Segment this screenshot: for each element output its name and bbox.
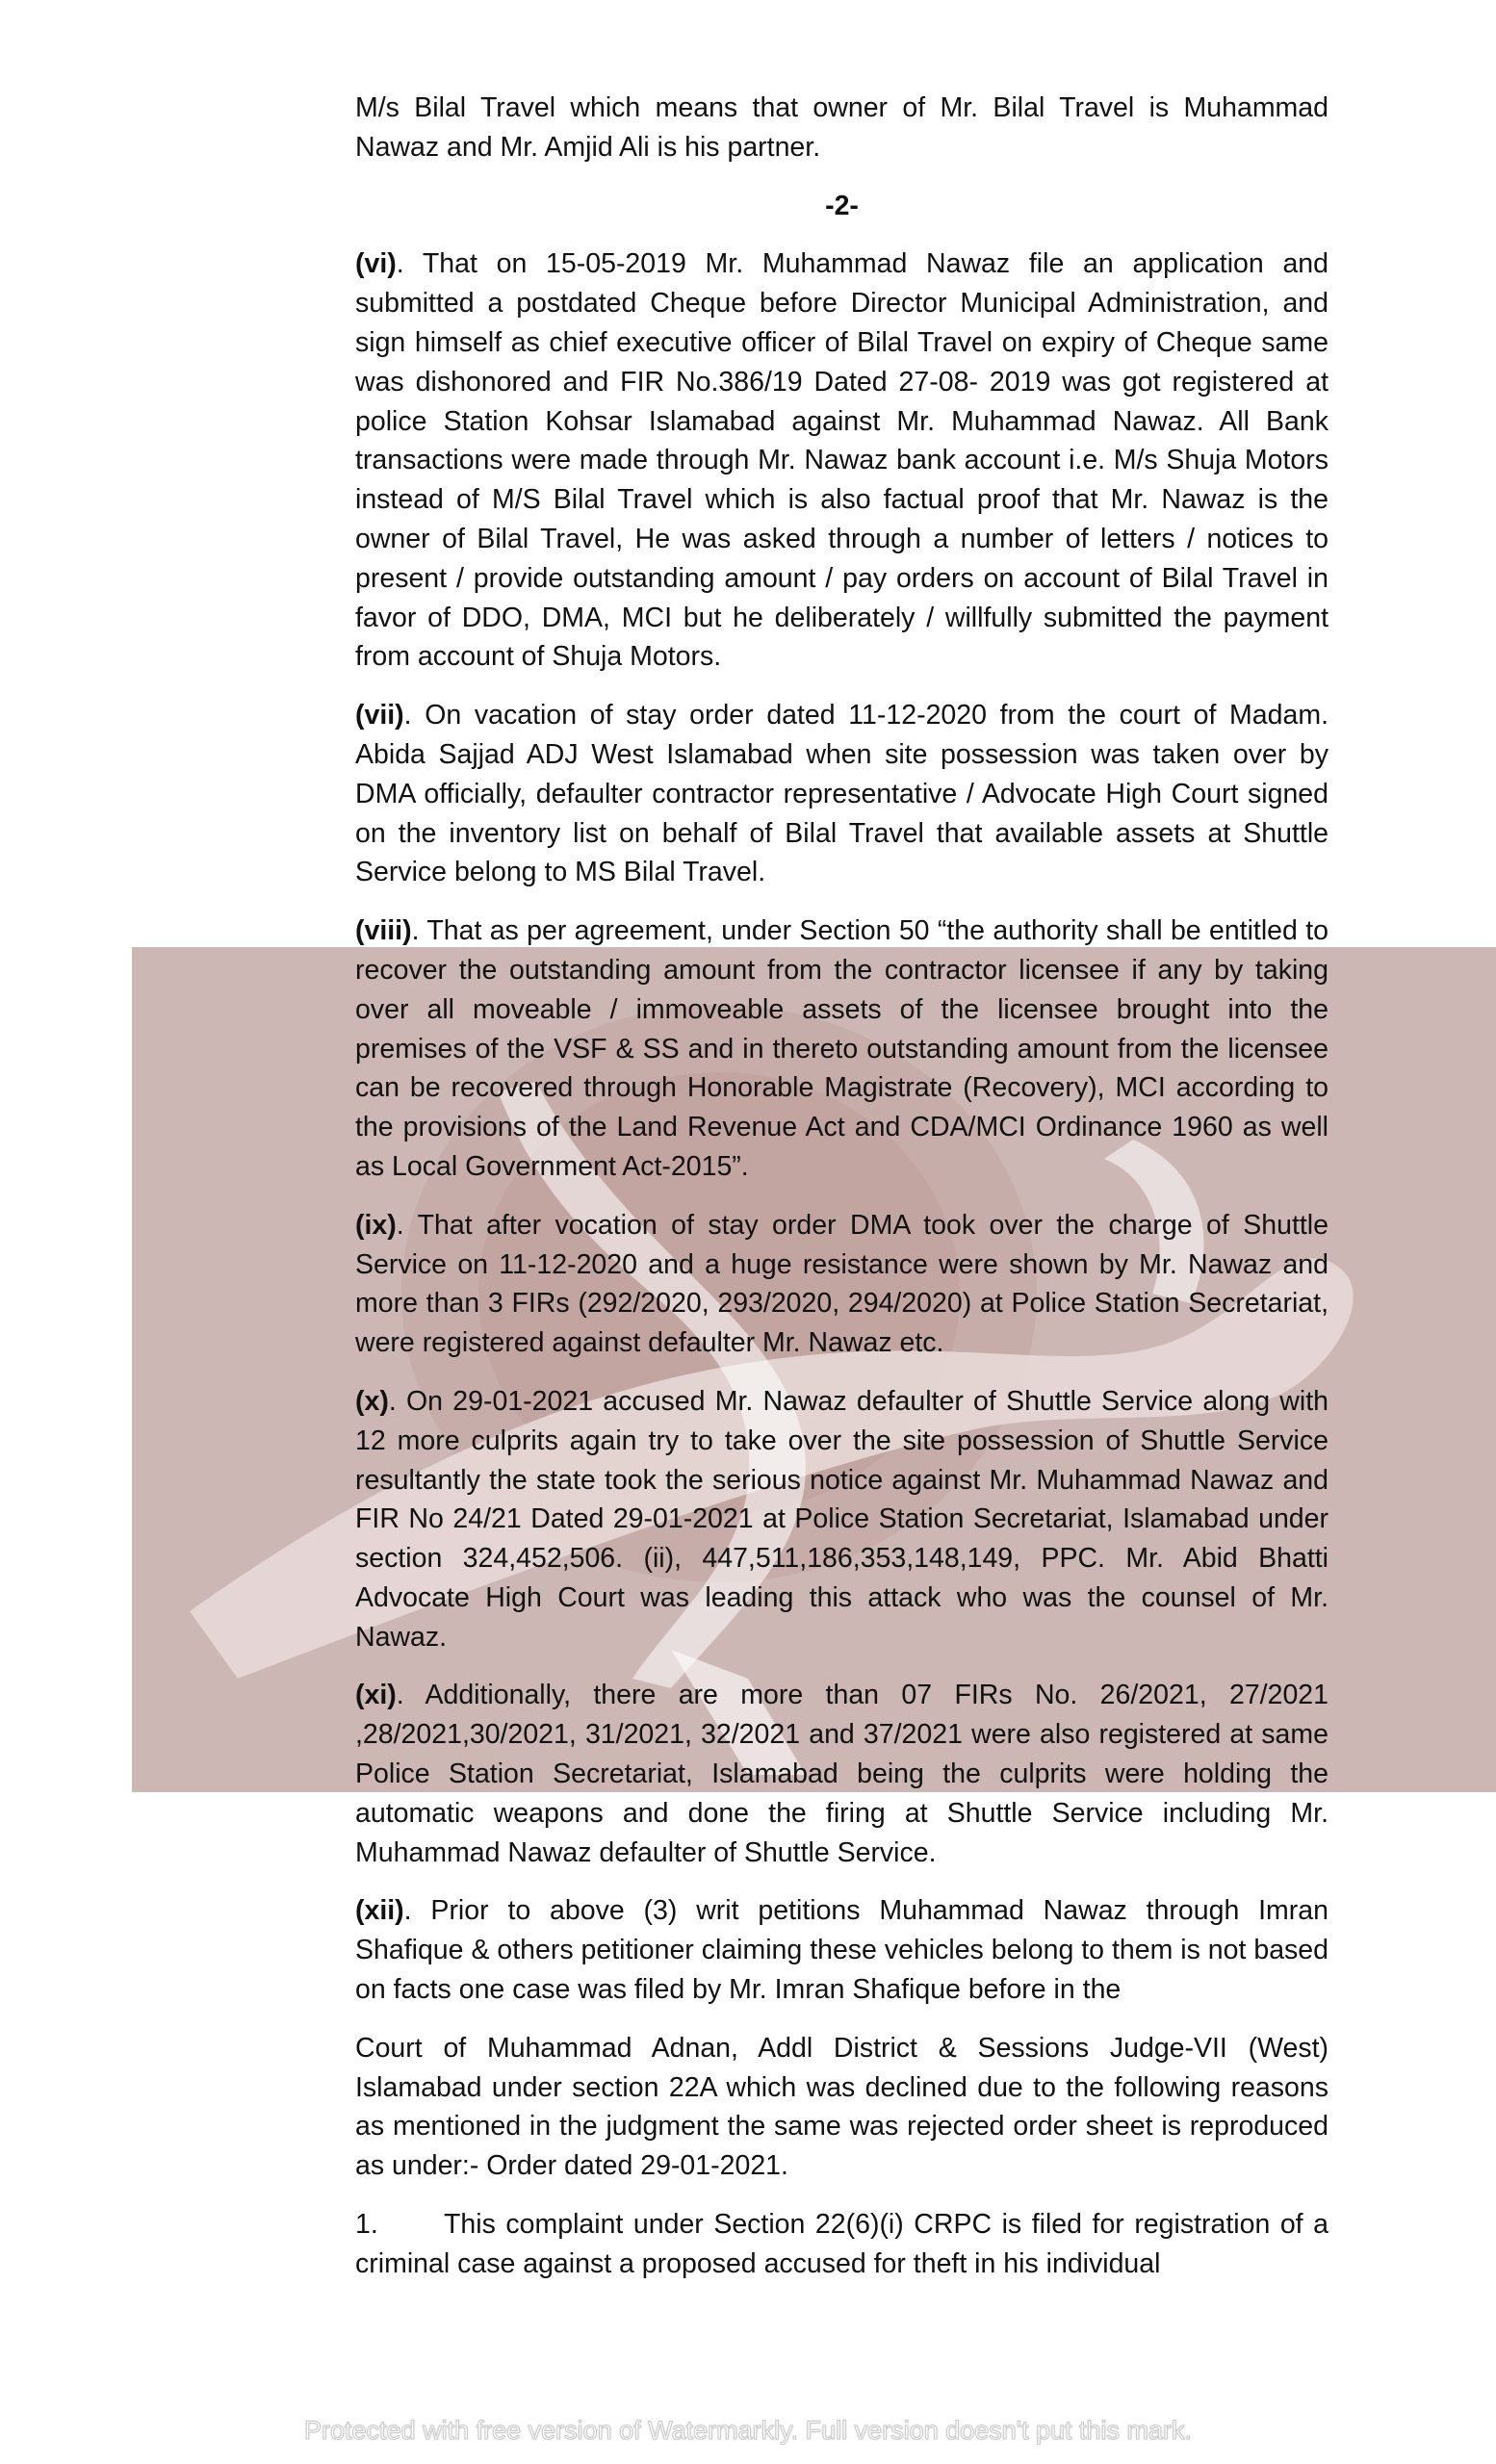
paragraph-label: (x) <box>355 1385 389 1417</box>
paragraph-vi <box>355 244 1328 677</box>
page-number: -2- <box>825 190 859 221</box>
paragraph-xii-continued: Court of Muhammad Adnan, Addl District & Sessions Judge-VII (West) Islamabad under section 22A which was declined due to the following reasons as mentioned in the judgment the same was rejected order sheet is reproduced as under:- Order dated 29-01-2021. <box>355 2032 1328 2182</box>
numbered-item-1 <box>355 2205 1328 2284</box>
paragraph-xi <box>355 1676 1328 1872</box>
paragraph-label: (vii) <box>355 700 404 732</box>
paragraph-label: (xi) <box>355 1680 397 1711</box>
paragraph-x <box>355 1382 1328 1657</box>
paragraph-text: . That after vocation of stay order DMA took over the charge of Shuttle Service on 11-12-2020 and a huge resistance were shown by Mr. Nawaz and more than 3 FIRs (292/2020, 293/2020, 294/2020) at Police Station Secretariat, were registered against defaulter Mr. Nawaz etc. <box>355 1209 1328 1359</box>
paragraph-label: (vi) <box>355 248 397 280</box>
paragraph-vii <box>355 696 1328 892</box>
paragraph-ix <box>355 1206 1328 1363</box>
paragraph-label: (viii) <box>355 915 412 947</box>
document-body <box>355 89 1328 2303</box>
intro-paragraph: M/s Bilal Travel which means that owner of Mr. Bilal Travel is Muhammad Nawaz and Mr. Amjid Ali is his partner. <box>355 92 1328 163</box>
paragraph-text: . On 29-01-2021 accused Mr. Nawaz defaulter of Shuttle Service along with 12 more culprits again try to take over the site possession of Shuttle Service resultantly the state took the serious notice against Mr. Muhammad Nawaz and FIR No 24/21 Dated 29-01-2021 at Police Station Secretariat, Islamabad under section 324,452,506. (ii), 447,511,186,353,148,149, PPC. Mr. Abid Bhatti Advocate High Court was leading this attack who was the counsel of Mr. Nawaz. <box>355 1385 1328 1653</box>
watermark-footer-text: Protected with free version of Watermarkly. Full version doesn't put this mark. <box>304 2416 1192 2445</box>
paragraph-text: . That on 15-05-2019 Mr. Muhammad Nawaz file an application and submitted a postdated Cheque before Director Municipal Administration, and sign himself as chief executive officer of Bilal Travel on expiry of Cheque same was dishonored and FIR No.386/19 Dated 27-08- 2019 was got registered at police Station Kohsar Islamabad against Mr. Muhammad Nawaz. All Bank transactions were made through Mr. Nawaz bank account i.e. M/s Shuja Motors instead of M/S Bilal Travel which is also factual proof that Mr. Nawaz is the owner of Bilal Travel, He was asked through a number of letters / notices to present / provide outstanding amount / pay orders on account of Bilal Travel in favor of DDO, DMA, MCI but he deliberately / willfully submitted the payment from account of Shuja Motors. <box>355 248 1328 673</box>
item-text: This complaint under Section 22(6)(i) CRPC is filed for registration of a criminal case against a proposed accused for theft in his individual <box>355 2209 1328 2279</box>
item-number: 1. <box>355 2209 378 2241</box>
paragraph-text: . Prior to above (3) writ petitions Muhammad Nawaz through Imran Shafique & others petitioner claiming these vehicles belong to them is not based on facts one case was filed by Mr. Imran Shafique before in the <box>355 1895 1328 2006</box>
paragraph-text: . Additionally, there are more than 07 FIRs No. 26/2021, 27/2021 ,28/2021,30/2021, 31/2021, 32/2021 and 37/2021 were also registered at same Police Station Secretariat, Islamabad being the culprits were holding the automatic weapons and done the firing at Shuttle Service including Mr. Muhammad Nawaz defaulter of Shuttle Service. <box>355 1680 1328 1868</box>
paragraph-text: . That as per agreement, under Section 50 “the authority shall be entitled to recover the outstanding amount from the contractor licensee if any by taking over all moveable / immoveable assets of the licensee brought into the premises of the VSF & SS and in thereto outstanding amount from the licensee can be recovered through Honorable Magistrate (Recovery), MCI according to the provisions of the Land Revenue Act and CDA/MCI Ordinance 1960 as well as Local Government Act-2015”. <box>355 915 1328 1182</box>
paragraph-xii <box>355 1891 1328 2009</box>
paragraph-label: (ix) <box>355 1209 397 1241</box>
paragraph-viii <box>355 911 1328 1187</box>
paragraph-label: (xii) <box>355 1895 404 1927</box>
paragraph-text: . On vacation of stay order dated 11-12-2020 from the court of Madam. Abida Sajjad ADJ West Islamabad when site possession was taken over by DMA officially, defaulter contractor representative / Advocate High Court signed on the inventory list on behalf of Bilal Travel that available assets at Shuttle Service belong to MS Bilal Travel. <box>355 700 1328 888</box>
